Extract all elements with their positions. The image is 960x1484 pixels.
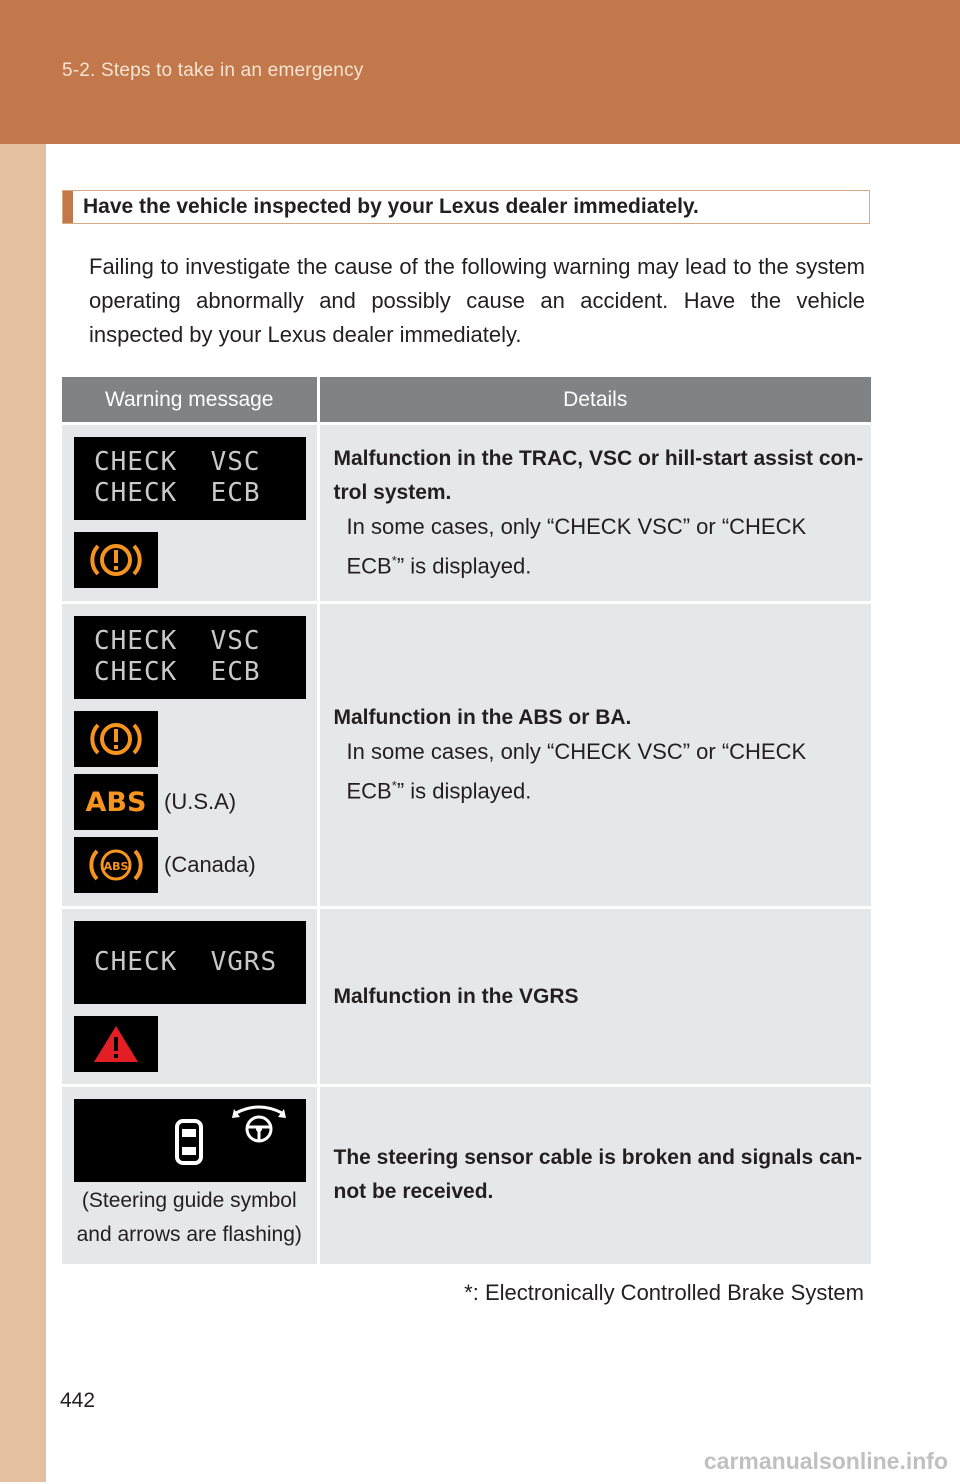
lcd-display: CHECK VGRS xyxy=(74,921,306,1004)
abs-canada-icon xyxy=(74,837,158,893)
footnote: *: Electronically Controlled Brake System xyxy=(464,1280,864,1305)
details-cell xyxy=(318,424,871,603)
warning-cell xyxy=(62,424,318,603)
details-cell xyxy=(318,1086,871,1264)
canada-label: (Canada) xyxy=(164,852,256,877)
svg-text:ABS: ABS xyxy=(103,860,129,873)
heading-marker xyxy=(63,191,73,223)
details-cell xyxy=(318,908,871,1086)
car-top-icon xyxy=(177,1121,201,1163)
side-strip xyxy=(0,144,46,1482)
intro-paragraph: Failing to investigate the cause of the following warning may lead to the system operating abnormally and possibly cause an accident. Have the vehicle inspected by your Lexus dealer immediately. xyxy=(89,254,865,347)
heading-box xyxy=(62,190,870,224)
table-row xyxy=(62,1086,871,1264)
warning-cell xyxy=(62,603,318,908)
detail-title: Malfunction in the ABS or BA. xyxy=(333,706,632,730)
page-number: 442 xyxy=(60,1389,96,1412)
section-title: 5-2. Steps to take in an emergency xyxy=(62,60,364,81)
brake-warning-icon xyxy=(74,711,158,767)
detail-note: In some cases, only “CHECK VSC” or “CHECK ECB*” is displayed. xyxy=(346,739,807,804)
detail-note: In some cases, only “CHECK VSC” or “CHECK ECB*” is displayed. xyxy=(346,514,807,579)
warning-cell xyxy=(62,1086,318,1264)
details-cell xyxy=(318,603,871,908)
detail-title: The steering sensor cable is broken and signals can-not be received. xyxy=(333,1146,863,1204)
table-row xyxy=(62,424,871,603)
detail-title: Malfunction in the VGRS xyxy=(333,984,579,1008)
detail-title: Malfunction in the TRAC, VSC or hill-start assist con-trol system. xyxy=(333,447,864,504)
brake-warning-icon xyxy=(74,532,158,588)
header-warning-message: Warning message xyxy=(62,377,318,424)
steering-caption: (Steering guide symbol and arrows are flashing) xyxy=(76,1189,302,1246)
header-details: Details xyxy=(318,377,871,424)
master-warning-icon xyxy=(74,1016,158,1072)
table-row xyxy=(62,603,871,908)
abs-usa-icon: ABS xyxy=(74,774,158,830)
steering-wheel-icon xyxy=(232,1107,286,1141)
watermark: carmanualsonline.info xyxy=(703,1448,948,1474)
table-header-row xyxy=(62,377,871,424)
lcd-display: CHECK VSC CHECK ECB xyxy=(74,616,306,699)
warning-table xyxy=(62,377,871,1264)
heading-text: Have the vehicle inspected by your Lexus dealer immediately. xyxy=(83,195,699,218)
table-row xyxy=(62,908,871,1086)
usa-label: (U.S.A) xyxy=(164,789,237,814)
steering-display xyxy=(74,1099,306,1182)
warning-cell xyxy=(62,908,318,1086)
lcd-display: CHECK VSC CHECK ECB xyxy=(74,437,306,520)
